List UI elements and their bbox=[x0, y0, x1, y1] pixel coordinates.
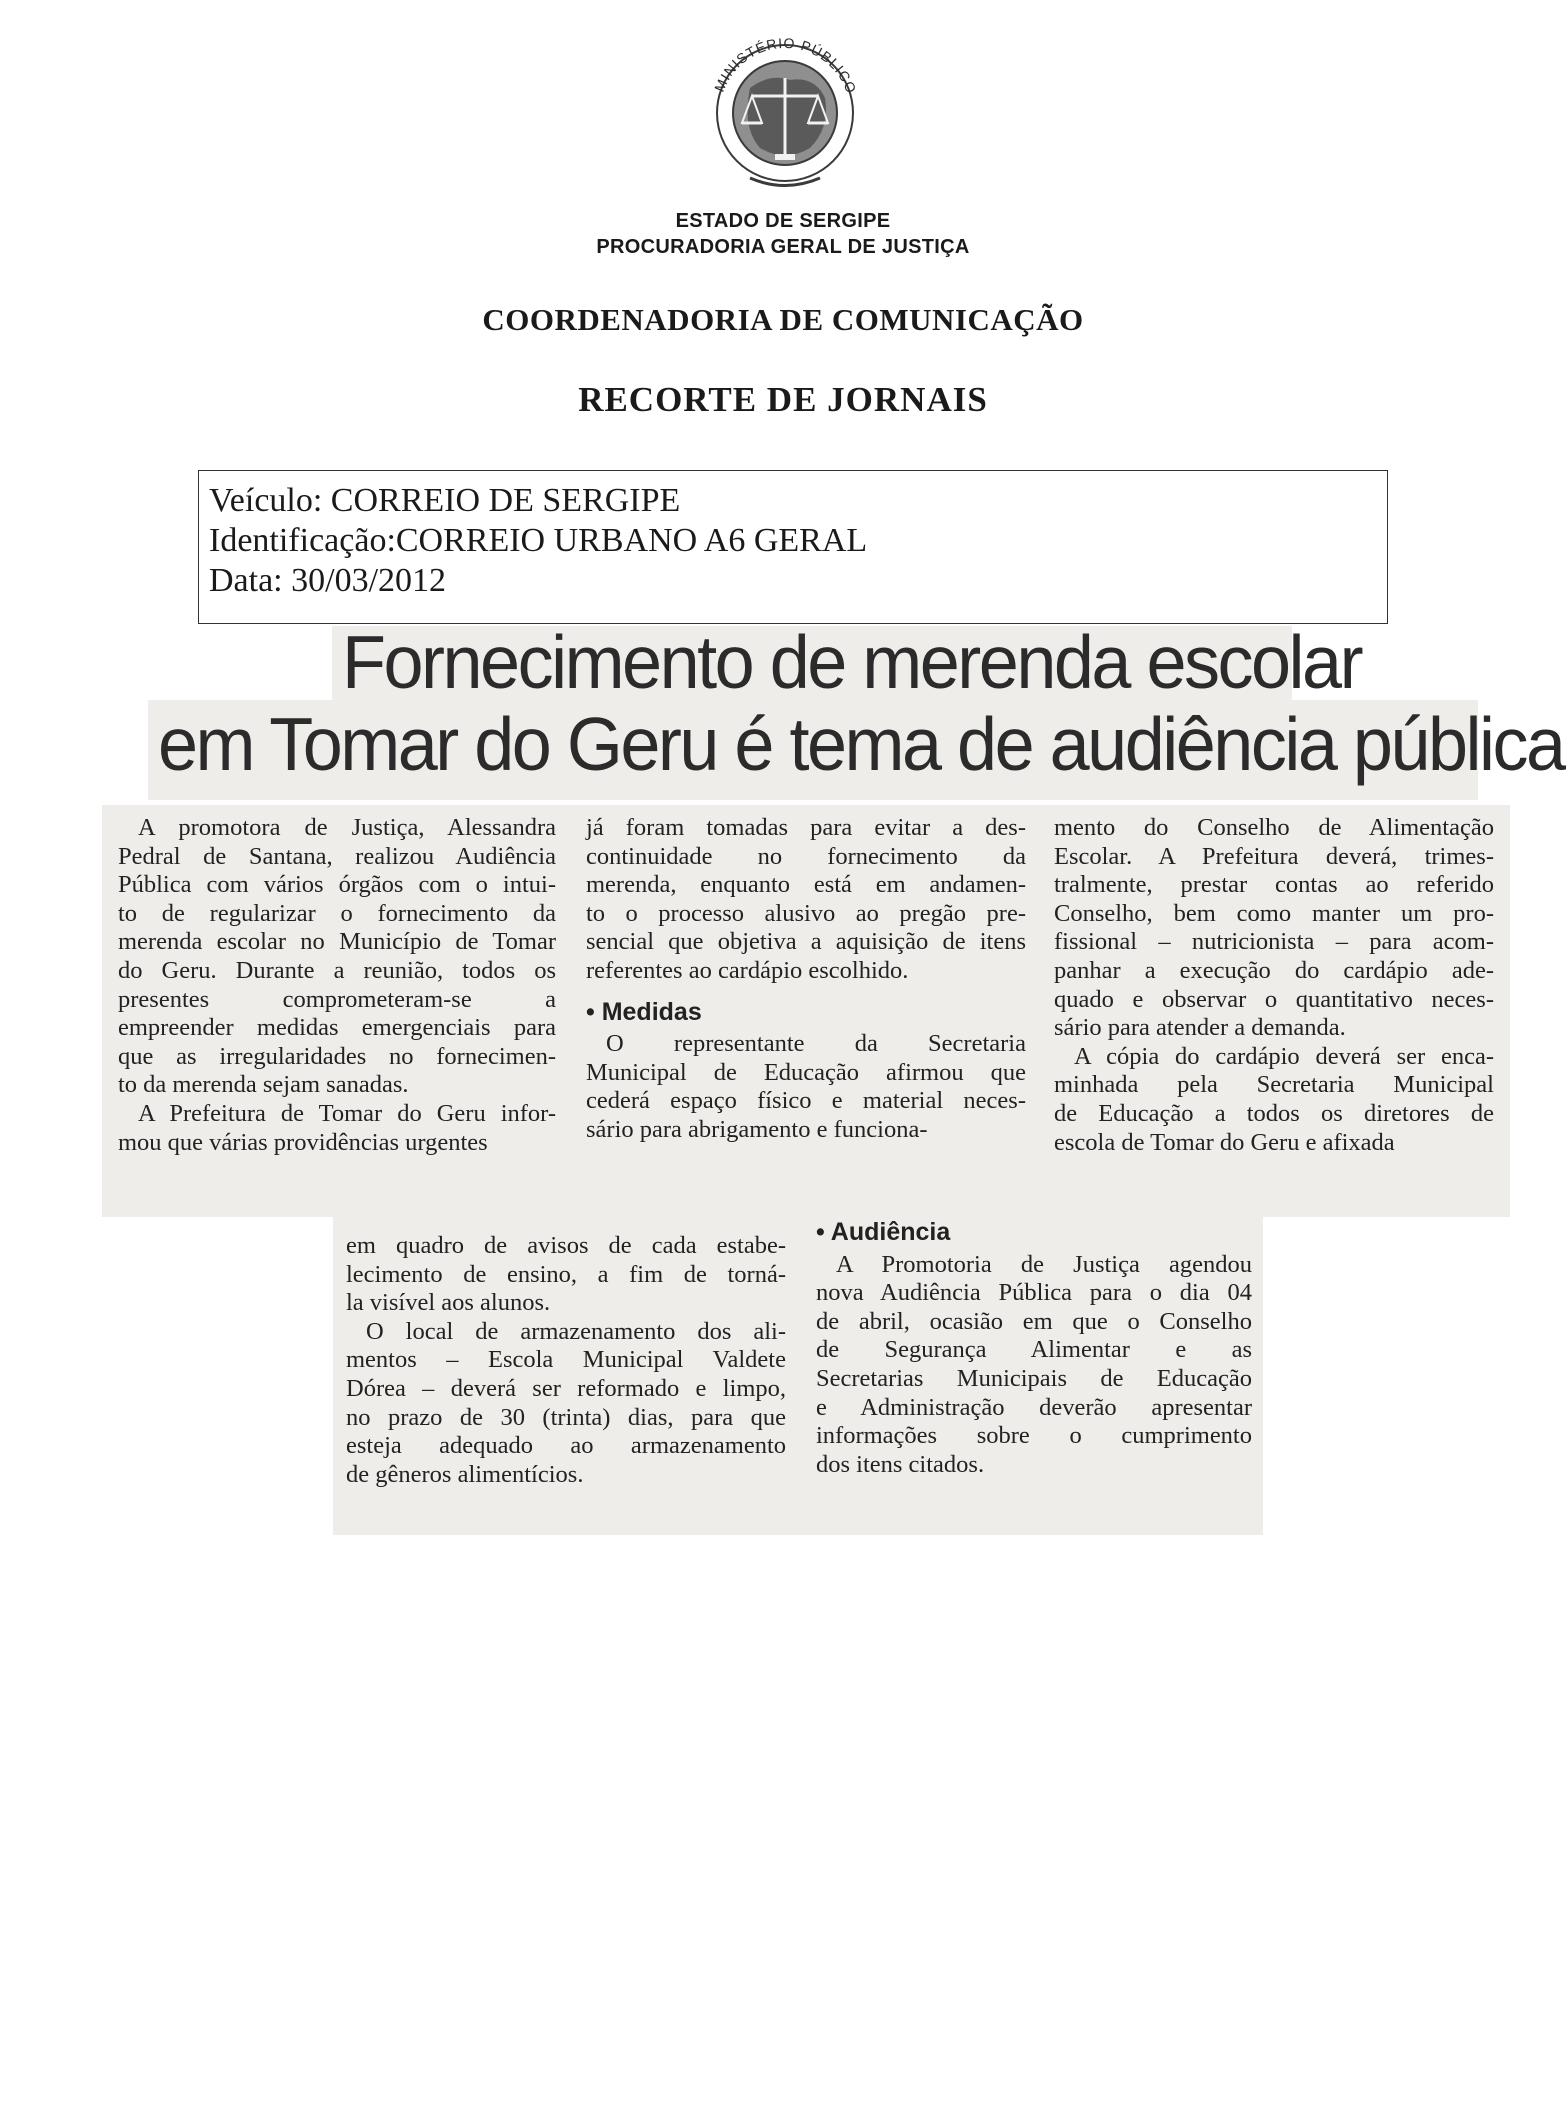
article-text-line: cederá espaço físico e material neces- bbox=[586, 1087, 1026, 1115]
subhead-audiencia: • Audiência bbox=[816, 1218, 951, 1246]
article-text-line: de gêneros alimentícios. bbox=[346, 1460, 584, 1488]
column-2-top bbox=[586, 814, 1026, 986]
article-text-line: Secretarias Municipais de Educação bbox=[816, 1364, 1252, 1392]
article-text-line: merenda, enquanto está em andamen- bbox=[586, 871, 1026, 899]
column-5-body bbox=[816, 1251, 1252, 1480]
article-text-line: to de regularizar o fornecimento da bbox=[118, 899, 556, 927]
article-text-line: A Promotoria de Justiça agendou bbox=[836, 1250, 1252, 1278]
section-title: RECORTE DE JORNAIS bbox=[578, 380, 988, 419]
article-text-line: minhada pela Secretaria Municipal bbox=[1054, 1071, 1494, 1099]
article-text-line: A promotora de Justiça, Alessandra bbox=[138, 814, 556, 841]
article-text-line: O local de armazenamento dos ali- bbox=[366, 1317, 786, 1345]
article-text-line: Pública com vários órgãos com o intui- bbox=[118, 871, 556, 899]
vehicle-line: Veículo: CORREIO DE SERGIPE bbox=[209, 482, 681, 519]
article-text-line: dos itens citados. bbox=[816, 1450, 985, 1478]
article-text-line: to o processo alusivo ao pregão pre- bbox=[586, 899, 1026, 927]
article-text-line: tralmente, prestar contas ao referido bbox=[1054, 871, 1494, 899]
article-text-line: Pedral de Santana, realizou Audiência bbox=[118, 842, 556, 870]
article-text-line: em quadro de avisos de cada estabe- bbox=[346, 1232, 786, 1259]
identification-line: Identificação:CORREIO URBANO A6 GERAL bbox=[209, 522, 868, 559]
clipping-info-box bbox=[198, 470, 1388, 624]
state-name: ESTADO DE SERGIPE bbox=[675, 210, 891, 232]
article-text-line: de Educação a todos os diretores de bbox=[1054, 1099, 1494, 1127]
article-text-line: la visível aos alunos. bbox=[346, 1289, 551, 1317]
article-text-line: no prazo de 30 (trinta) dias, para que bbox=[346, 1403, 786, 1431]
article-text-line: já foram tomadas para evitar a des- bbox=[586, 814, 1026, 841]
article-text-line: fissional – nutricionista – para acom- bbox=[1054, 928, 1494, 956]
subhead-medidas: • Medidas bbox=[586, 997, 702, 1026]
article-text-line: mento do Conselho de Alimentação bbox=[1054, 814, 1494, 841]
article-column-4 bbox=[346, 1232, 786, 1489]
article-text-line: do Geru. Durante a reunião, todos os bbox=[118, 956, 556, 984]
date-line: Data: 30/03/2012 bbox=[209, 562, 447, 599]
article-text-line: sário para atender a demanda. bbox=[1054, 1014, 1346, 1042]
article-column-1 bbox=[118, 814, 556, 1157]
department-title: COORDENADORIA DE COMUNICAÇÃO bbox=[482, 302, 1084, 337]
article-text-line: lecimento de ensino, a fim de torná- bbox=[346, 1260, 786, 1288]
article-text-line: informações sobre o cumprimento bbox=[816, 1422, 1252, 1450]
article-column-5 bbox=[816, 1218, 1252, 1479]
article-text-line: empreender medidas emergenciais para bbox=[118, 1014, 556, 1042]
article-text-line: presentes comprometeram-se a bbox=[118, 985, 556, 1013]
article-text-line: A cópia do cardápio deverá ser enca- bbox=[1074, 1042, 1494, 1070]
article-text-line: que as irregularidades no fornecimen- bbox=[118, 1042, 556, 1070]
article-column-3 bbox=[1054, 814, 1494, 1157]
article-text-line: sário para abrigamento e funciona- bbox=[586, 1115, 928, 1143]
article-text-line: Dórea – deverá ser reformado e limpo, bbox=[346, 1374, 786, 1402]
article-text-line: referentes ao cardápio escolhido. bbox=[586, 956, 909, 984]
article-text-line: Conselho, bem como manter um pro- bbox=[1054, 899, 1494, 927]
article-text-line: esteja adequado ao armazenamento bbox=[346, 1432, 786, 1460]
column-2-bottom bbox=[586, 1030, 1026, 1144]
article-text-line: Municipal de Educação afirmou que bbox=[586, 1058, 1026, 1086]
article-text-line: quado e observar o quantitativo neces- bbox=[1054, 985, 1494, 1013]
article-headline-line1: Fornecimento de merenda escolar bbox=[342, 621, 1362, 705]
article-text-line: merenda escolar no Município de Tomar bbox=[118, 928, 556, 956]
article-text-line: de Segurança Alimentar e as bbox=[816, 1336, 1252, 1364]
article-text-line: mentos – Escola Municipal Valdete bbox=[346, 1346, 786, 1374]
article-headline-line2: em Tomar do Geru é tema de audiência pública bbox=[158, 703, 1564, 787]
article-text-line: de abril, ocasião em que o Conselho bbox=[816, 1307, 1252, 1335]
article-text-line: e Administração deverão apresentar bbox=[816, 1393, 1252, 1421]
ministerio-publico-seal bbox=[690, 18, 880, 193]
article-text-line: nova Audiência Pública para o dia 04 bbox=[816, 1279, 1252, 1307]
article-text-line: A Prefeitura de Tomar do Geru infor- bbox=[138, 1099, 556, 1127]
article-text-line: panhar a execução do cardápio ade- bbox=[1054, 956, 1494, 984]
article-text-line: mou que várias providências urgentes bbox=[118, 1128, 488, 1156]
article-text-line: sencial que objetiva a aquisição de itens bbox=[586, 928, 1026, 956]
svg-text:MINISTÉRIO PÚBLICO: MINISTÉRIO PÚBLICO bbox=[710, 34, 860, 96]
article-text-line: continuidade no fornecimento da bbox=[586, 842, 1026, 870]
article-column-2 bbox=[586, 814, 1026, 1145]
article-text-line: Escolar. A Prefeitura deverá, trimes- bbox=[1054, 842, 1494, 870]
article-text-line: O representante da Secretaria bbox=[606, 1030, 1026, 1058]
article-text-line: to da merenda sejam sanadas. bbox=[118, 1071, 409, 1099]
article-text-line: escola de Tomar do Geru e afixada bbox=[1054, 1128, 1395, 1156]
office-name: PROCURADORIA GERAL DE JUSTIÇA bbox=[596, 236, 970, 258]
